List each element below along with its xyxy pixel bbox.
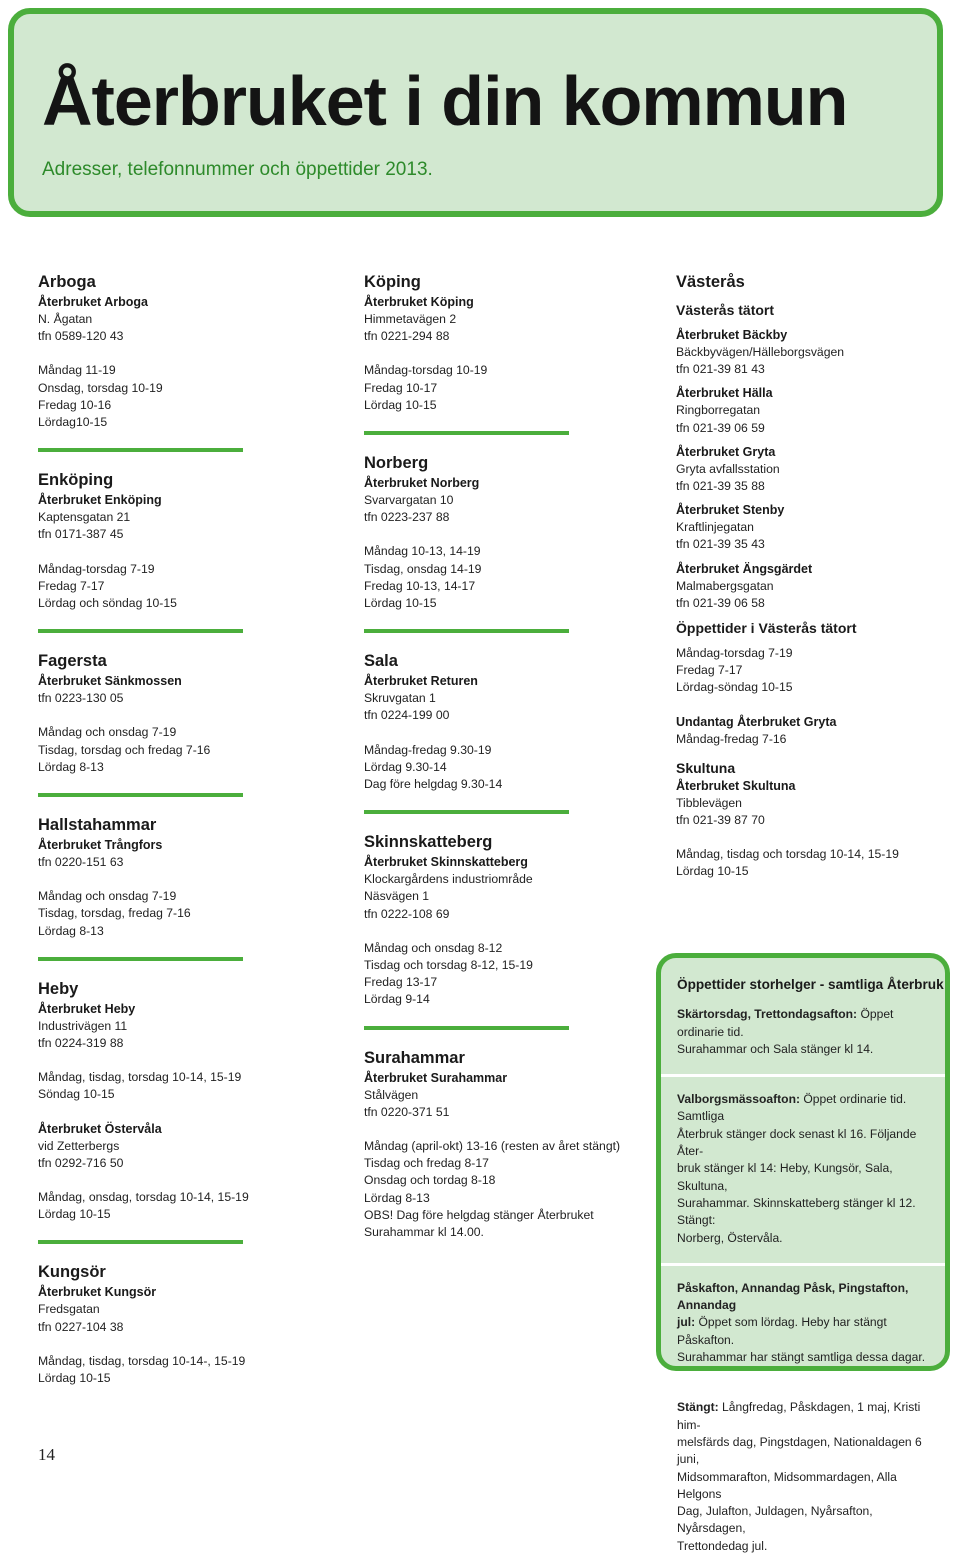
section-divider [38, 448, 243, 452]
holiday-label: Skärtorsdag, Trettondagsafton: [677, 1007, 858, 1022]
location-name: Återbruket Ängsgärdet [676, 561, 813, 576]
holiday-text: Dag, Julafton, Juldagen, Nyårsafton, Nyårsdagen, [677, 1504, 873, 1536]
exception-title: Undantag Återbruket Gryta [676, 714, 837, 729]
hours-line: Dag före helgdag 9.30-14 [364, 777, 503, 792]
note-line: Surahammar kl 14.00. [364, 1225, 484, 1240]
hours-line: Fredag 7-17 [676, 663, 743, 678]
holiday-text: Surahammar och Sala stänger kl 14. [677, 1041, 874, 1056]
hours-line: Tisdag, onsdag 14-19 [364, 561, 482, 576]
holiday-hours-box [656, 953, 950, 1553]
location-name: Återbruket Skinnskatteberg [364, 855, 528, 870]
section-title: Enköping [38, 471, 114, 490]
address-line: Fredsgatan [38, 1302, 100, 1317]
phone-line: tfn 021-39 35 43 [676, 537, 765, 552]
holiday-label: Valborgsmässoafton: [677, 1092, 800, 1107]
holiday-text: Öppet som lördag. Heby har stängt Påskafton. [677, 1315, 887, 1347]
hours-line: Måndag, onsdag, torsdag 10-14, 15-19 [38, 1190, 249, 1205]
hours-line: Måndag och onsdag 8-12 [364, 940, 503, 955]
hours-line: Lördag 9-14 [364, 992, 430, 1007]
section-divider [364, 431, 569, 435]
holiday-text: Trettondedag jul. [677, 1538, 768, 1553]
holiday-paragraph [677, 1280, 933, 1366]
holiday-text: Midsommarafton, Midsommardagen, Alla Helgons [677, 1469, 897, 1501]
section-title: Surahammar [364, 1048, 465, 1067]
location-name: Återbruket Kungsör [38, 1285, 157, 1300]
hours-line: Lördag 10-15 [676, 864, 749, 879]
location-name: Återbruket Skultuna [676, 778, 796, 793]
section-sala [364, 651, 649, 793]
phone-line: tfn 021-39 87 70 [676, 813, 765, 828]
phone-line: tfn 021-39 81 43 [676, 362, 765, 377]
hours-line: Lördag 10-15 [364, 596, 437, 611]
hours-line: Tisdag, torsdag och fredag 7-16 [38, 742, 211, 757]
hours-line: Fredag 10-13, 14-17 [364, 578, 476, 593]
section-title: Sala [364, 652, 398, 671]
address-line: Svarvargatan 10 [364, 493, 454, 508]
phone-line: tfn 021-39 06 59 [676, 420, 765, 435]
box-divider [661, 1382, 945, 1385]
hours-line: Tisdag, torsdag, fredag 7-16 [38, 906, 191, 921]
hours-line: Lördag 10-15 [364, 397, 437, 412]
address-line: Ringborregatan [676, 403, 761, 418]
holiday-text: Surahammar. Skinnskatteberg stänger kl 12. Stängt: [677, 1195, 916, 1228]
location-name: Återbruket Sänkmossen [38, 674, 182, 689]
location-name: Återbruket Returen [364, 674, 478, 689]
phone-line: tfn 0292-716 50 [38, 1155, 124, 1170]
note-line: OBS! Dag före helgdag stänger Återbruket [364, 1207, 594, 1222]
address-line: Tibblevägen [676, 795, 742, 810]
section-divider [38, 629, 243, 633]
left-column [38, 272, 248, 1387]
section-title: Köping [364, 273, 421, 291]
location-name: Återbruket Östervåla [38, 1121, 162, 1136]
section-title: Fagersta [38, 652, 107, 671]
address-line: Gryta avfallsstation [676, 461, 780, 476]
section-skinnskatteberg [364, 832, 649, 1008]
subsection-title: Västerås tätort [676, 302, 775, 318]
holiday-paragraph [677, 1399, 933, 1555]
section-title: Hallstahammar [38, 816, 157, 835]
address-line: Bäckbyvägen/Hälleborgsvägen [676, 345, 845, 359]
phone-line: tfn 0227-104 38 [38, 1319, 124, 1334]
hours-line: Fredag 7-17 [38, 578, 105, 593]
address-line: vid Zetterbergs [38, 1138, 120, 1153]
hours-line: Måndag-torsdag 10-19 [364, 363, 488, 378]
hours-line: Onsdag, torsdag 10-19 [38, 380, 163, 395]
section-arboga [38, 272, 248, 431]
hours-line: Måndag-torsdag 7-19 [676, 646, 793, 661]
section-divider [364, 629, 569, 633]
phone-line: tfn 0222-108 69 [364, 906, 450, 921]
holiday-label: jul: [677, 1315, 696, 1330]
hours-line: Söndag 10-15 [38, 1087, 115, 1102]
holiday-text: melsfärds dag, Pingstdagen, Nationaldagen 6 juni, [677, 1434, 922, 1467]
section-divider [364, 810, 569, 814]
location-name: Återbruket Hälla [676, 386, 773, 401]
box-divider [661, 1263, 945, 1266]
holiday-text: Norberg, Östervåla. [677, 1230, 783, 1245]
page-title: Återbruket i din kommun [42, 62, 848, 140]
hours-line: Fredag 13-17 [364, 975, 438, 990]
holiday-text: bruk stänger kl 14: Heby, Kungsör, Sala, Skultuna, [677, 1161, 893, 1193]
hours-line: Fredag 10-16 [38, 397, 112, 412]
hours-line: Måndag och onsdag 7-19 [38, 889, 177, 904]
hours-line: Lördag 9.30-14 [364, 759, 447, 774]
hours-line: Måndag 10-13, 14-19 [364, 544, 481, 559]
hours-line: Måndag och onsdag 7-19 [38, 725, 177, 740]
hours-line: Måndag, tisdag, torsdag 10-14-, 15-19 [38, 1353, 246, 1368]
hours-line: Måndag, tisdag, torsdag 10-14, 15-19 [38, 1070, 242, 1085]
location-name: Återbruket Bäckby [676, 328, 788, 342]
section-fagersta [38, 651, 248, 776]
holiday-text: Återbruk stänger dock senast kl 16. Följande Åter- [677, 1126, 917, 1159]
address-line: Kraftlinjegatan [676, 520, 754, 535]
section-divider [38, 1240, 243, 1244]
phone-line: tfn 0220-371 51 [364, 1104, 450, 1119]
holiday-label: Stängt: [677, 1400, 719, 1415]
hours-line: Fredag 10-17 [364, 380, 438, 395]
hours-line: Lördag 8-13 [38, 923, 104, 938]
location-name: Återbruket Enköping [38, 493, 162, 508]
phone-line: tfn 0589-120 43 [38, 329, 124, 344]
page-subtitle: Adresser, telefonnummer och öppettider 2013. [42, 159, 433, 180]
middle-column [364, 272, 649, 1241]
section-title: Skinnskatteberg [364, 833, 493, 852]
location-name: Återbruket Arboga [38, 295, 148, 309]
holiday-text: Öppet ordinarie tid. Samtliga [677, 1092, 907, 1124]
section-title: Arboga [38, 273, 96, 291]
section-title: Kungsör [38, 1263, 106, 1282]
location-name: Återbruket Trångfors [38, 838, 163, 853]
address-line: Industrivägen 11 [38, 1018, 128, 1033]
phone-line: tfn 0220-151 63 [38, 855, 124, 870]
section-koping [364, 272, 649, 414]
holiday-paragraph [677, 1091, 933, 1247]
hours-line: Måndag, tisdag och torsdag 10-14, 15-19 [676, 847, 899, 862]
address-line: Malmabergsgatan [676, 578, 774, 593]
hours-line: Tisdag och fredag 8-17 [364, 1156, 489, 1171]
section-kungsor [38, 1262, 248, 1387]
section-enkoping [38, 470, 248, 612]
holiday-paragraph [677, 1006, 933, 1058]
location-name: Återbruket Norberg [364, 476, 480, 491]
section-surahammar [364, 1048, 649, 1242]
address-line: Stålvägen [364, 1087, 419, 1102]
address-line: Klockargårdens industriområde [364, 872, 533, 887]
hours-line: Måndag-fredag 9.30-19 [364, 742, 492, 757]
holiday-label: Påskafton, Annandag Påsk, Pingstafton, Annandag [677, 1280, 909, 1313]
location-name: Återbruket Köping [364, 295, 474, 309]
address-line: Kaptensgatan 21 [38, 510, 131, 525]
hours-line: Måndag-torsdag 7-19 [38, 561, 155, 576]
section-hallstahammar [38, 815, 248, 940]
address-line: Himmetavägen 2 [364, 312, 457, 326]
hours-line: Tisdag och torsdag 8-12, 15-19 [364, 958, 533, 973]
right-column [676, 272, 938, 881]
location-name: Återbruket Heby [38, 1001, 136, 1016]
hours-line: Måndag-fredag 7-16 [676, 731, 787, 746]
section-title: Norberg [364, 454, 429, 473]
phone-line: tfn 0223-130 05 [38, 691, 124, 706]
subsection-title: Öppettider i Västerås tätort [676, 620, 857, 637]
phone-line: tfn 0224-199 00 [364, 708, 450, 723]
holiday-text: Långfredag, Påskdagen, 1 maj, Kristi him- [677, 1400, 921, 1432]
holiday-box-title: Öppettider storhelger - samtliga Återbruk [677, 977, 944, 992]
location-name: Återbruket Stenby [676, 503, 785, 518]
holiday-text: Surahammar har stängt samtliga dessa dagar. [677, 1350, 926, 1365]
phone-line: tfn 0171-387 45 [38, 527, 124, 542]
hours-line: Lördag-söndag 10-15 [676, 680, 793, 695]
section-heby [38, 979, 248, 1224]
phone-line: tfn 021-39 35 88 [676, 479, 765, 494]
address-line: N. Ågatan [38, 312, 93, 326]
hours-line: Måndag 11-19 [38, 363, 116, 378]
section-divider [364, 1026, 569, 1030]
location-name: Återbruket Gryta [676, 444, 776, 459]
location-name: Återbruket Surahammar [364, 1070, 508, 1085]
phone-line: tfn 0224-319 88 [38, 1036, 124, 1051]
section-title: Heby [38, 979, 79, 998]
subsection-title: Skultuna [676, 759, 736, 776]
section-divider [38, 793, 243, 797]
page-number: 14 [38, 1445, 55, 1464]
section-vasteras [676, 272, 938, 881]
phone-line: tfn 021-39 06 58 [676, 595, 765, 610]
box-divider [661, 1074, 945, 1077]
hours-line: Lördag och söndag 10-15 [38, 596, 177, 611]
holiday-text: Öppet ordinarie tid. [677, 1007, 894, 1039]
hours-line: Lördag 10-15 [38, 1207, 111, 1222]
address-line: Näsvägen 1 [364, 889, 430, 904]
address-line: Skruvgatan 1 [364, 691, 436, 706]
hours-line: Lördag 8-13 [364, 1190, 430, 1205]
section-divider [38, 957, 243, 961]
hours-line: Lördag 8-13 [38, 759, 104, 774]
phone-line: tfn 0221-294 88 [364, 329, 450, 344]
hours-line: Onsdag och tordag 8-18 [364, 1173, 496, 1188]
section-norberg [364, 453, 649, 612]
section-title: Västerås [676, 273, 745, 291]
hours-line: Måndag (april-okt) 13-16 (resten av året stängt) [364, 1139, 621, 1154]
phone-line: tfn 0223-237 88 [364, 510, 450, 525]
hours-line: Lördag 10-15 [38, 1371, 111, 1386]
hours-line: Lördag10-15 [38, 415, 108, 430]
